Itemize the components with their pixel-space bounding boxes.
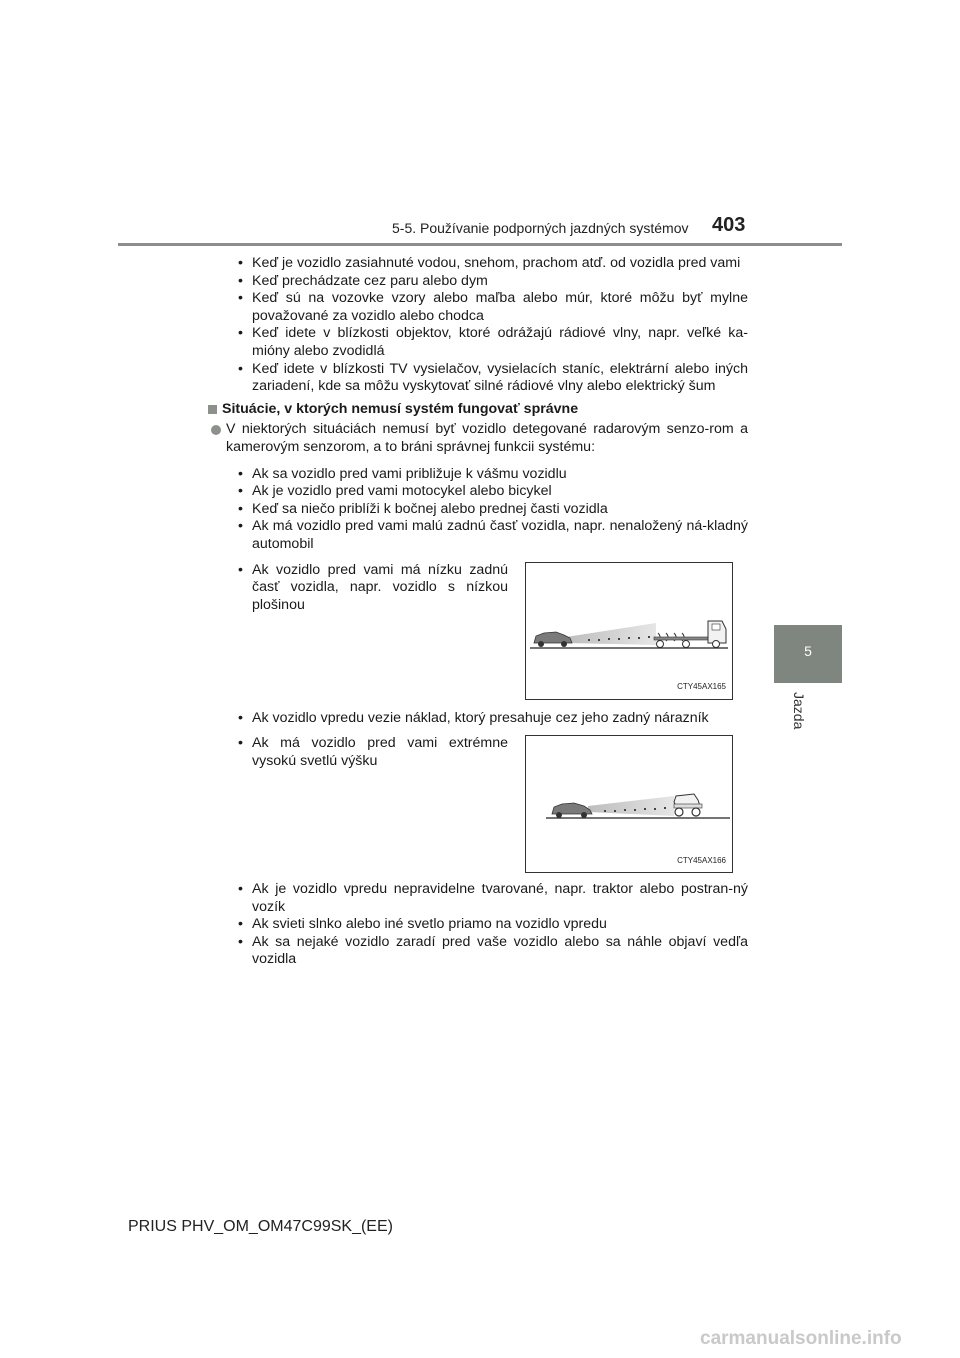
- chapter-label: Jazda: [791, 692, 807, 730]
- list-item: • Keď prechádzate cez paru alebo dym: [238, 272, 488, 289]
- list-item: • Ak má vozidlo pred vami malú zadnú časť vozidla, napr. nenaložený ná-kladný automobil: [238, 518, 748, 552]
- illustration-high-clearance: [525, 735, 733, 873]
- list-item: • Ak sa nejaké vozidlo zaradí pred vaše vozidlo alebo sa náhle objaví vedľa vozidla: [238, 933, 748, 968]
- list-top: [208, 255, 748, 396]
- list-item: • Ak je vozidlo pred vami motocykel alebo bicykel: [238, 483, 552, 500]
- list-item: • Ak je vozidlo vpredu nepravidelne tvarované, napr. traktor alebo postran-ný vozík: [238, 881, 748, 915]
- list-item: • Keď sa niečo priblíži k bočnej alebo prednej časti vozidla: [238, 500, 608, 517]
- list-item: • Keď je vozidlo zasiahnuté vodou, snehom, prachom atď. od vozidla pred vami: [238, 255, 741, 271]
- intro-paragraph: V niektorých situáciách nemusí byť vozidlo detegované radarovým senzo-rom a kamerovým senzorom, a to bráni správnej funkcii systému:: [208, 421, 748, 456]
- watermark: carmanualsonline.info: [700, 1328, 902, 1349]
- list-item: • Ak svieti slnko alebo iné svetlo priamo na vozidlo vpredu: [238, 916, 607, 933]
- list-item: • Ak sa vozidlo pred vami približuje k vášmu vozidlu: [238, 465, 567, 482]
- figure-block-2: [208, 735, 748, 881]
- chapter-number: 5: [804, 643, 812, 659]
- list-item: • Keď idete v blízkosti TV vysielačov, vysielacích staníc, elektrární alebo iných zariadení, kde sa môžu vyskytovať silné rádiové vlny alebo elektrický šum: [238, 360, 748, 395]
- list-item: • Ak má vozidlo pred vami extrémne vysokú svetlú výšku: [238, 735, 508, 769]
- list-bottom: [208, 881, 748, 969]
- document-code: PRIUS PHV_OM_OM47C99SK_(EE): [128, 1218, 393, 1235]
- list-item: • Keď sú na vozovke vzory alebo maľba alebo múr, ktoré môžu byť mylne považované za vozidlo alebo chodca: [238, 290, 748, 324]
- header-divider: [118, 243, 842, 246]
- list-middle: [208, 466, 748, 554]
- page-content: [208, 255, 748, 969]
- figure-block-1: [208, 562, 748, 710]
- list-single: [208, 710, 748, 728]
- subheading: Situácie, v ktorých nemusí systém fungovať správne: [208, 401, 748, 419]
- list-item: • Keď idete v blízkosti objektov, ktoré odrážajú rádiové vlny, napr. veľké ka-mióny alebo zvodidlá: [238, 325, 748, 359]
- list-item: • Ak vozidlo pred vami má nízku zadnú časť vozidla, napr. vozidlo s nízkou plošinou: [238, 561, 508, 613]
- circle-bullet-icon: [211, 425, 221, 435]
- section-title: 5-5. Používanie podporných jazdných systémov: [392, 220, 689, 236]
- list-item: • Ak vozidlo vpredu vezie náklad, ktorý presahuje cez jeho zadný nárazník: [238, 709, 709, 726]
- page-number: 403: [712, 214, 746, 236]
- figure-code: CTY45AX166: [677, 855, 726, 865]
- figure-code: CTY45AX165: [677, 681, 726, 691]
- chapter-tab: [774, 625, 842, 683]
- square-bullet-icon: [208, 405, 217, 414]
- illustration-low-trailer: [525, 562, 733, 700]
